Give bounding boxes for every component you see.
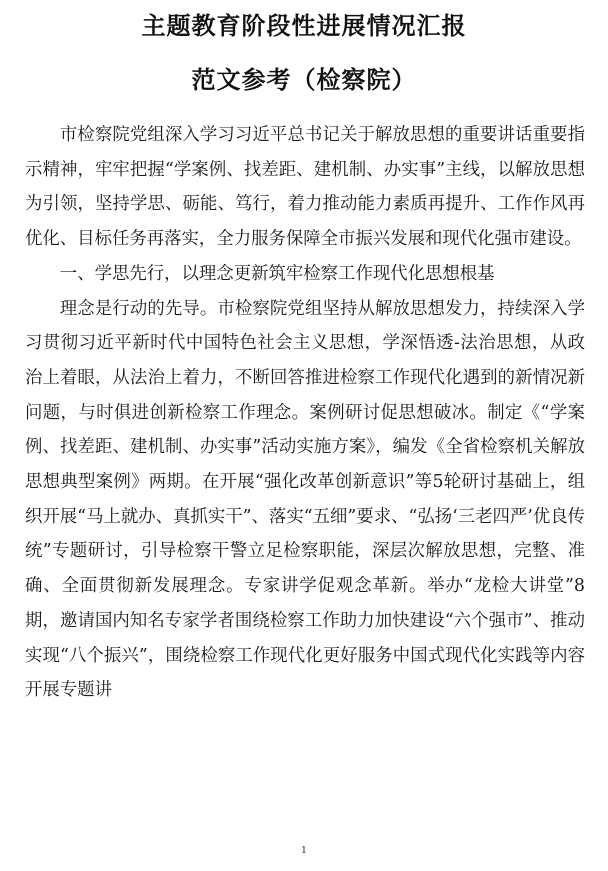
intro-paragraph: 市检察院党组深入学习习近平总书记关于解放思想的重要讲话重要指示精神，牢牢把握“学案例、找差距、建机制、办实事”主线，以解放思想为引领，坚持学思、砺能、笃行，着力推动能力素质再提升、工作作风再优化、目标任务再落实，全力服务保障全市振兴发展和现代化强市建设。 xyxy=(25,125,585,250)
body-paragraph: 理念是行动的先导。市检察院党组坚持从解放思想发力，持续深入学习贯彻习近平新时代中国特色社会主义思想，学深悟透-法治思想，从政治上着眼，从法治上着力，不断回答推进检察工作现代化遇到的新情况新问题，与时俱进创新检察工作理念。案例研讨促思想破冰。制定《“学案例、找差距、建机制、办实事”活动实施方案》，编发《全省检察机关解放思想典型案例》两期。在开展“强化改革创新意识”等5轮研讨基础上，组织开展“马上就办、真抓实干”、落实“五细”要求、“弘扬‘三老四严’优良传统”专题研讨，引导检察干警立足检察职能，深层次解放思想，完整、准确、全面贯彻新发展理念。专家讲学促观念革新。举办“龙检大讲堂”8期，邀请国内知名专家学者围绕检察工作助力加快建设“六个强市”、推动实现“八个振兴”，围绕检察工作现代化更好服务中国式现代化实践等内容开展专题讲 xyxy=(25,298,585,701)
document-title: 主题教育阶段性进展情况汇报 xyxy=(141,12,467,40)
document-subtitle: 范文参考（检察院） xyxy=(191,66,417,94)
document-body xyxy=(25,118,585,708)
section-heading: 一、学思先行，以理念更新筑牢检察工作现代化思想根基 xyxy=(59,263,495,284)
page-number: 1 xyxy=(301,846,307,856)
